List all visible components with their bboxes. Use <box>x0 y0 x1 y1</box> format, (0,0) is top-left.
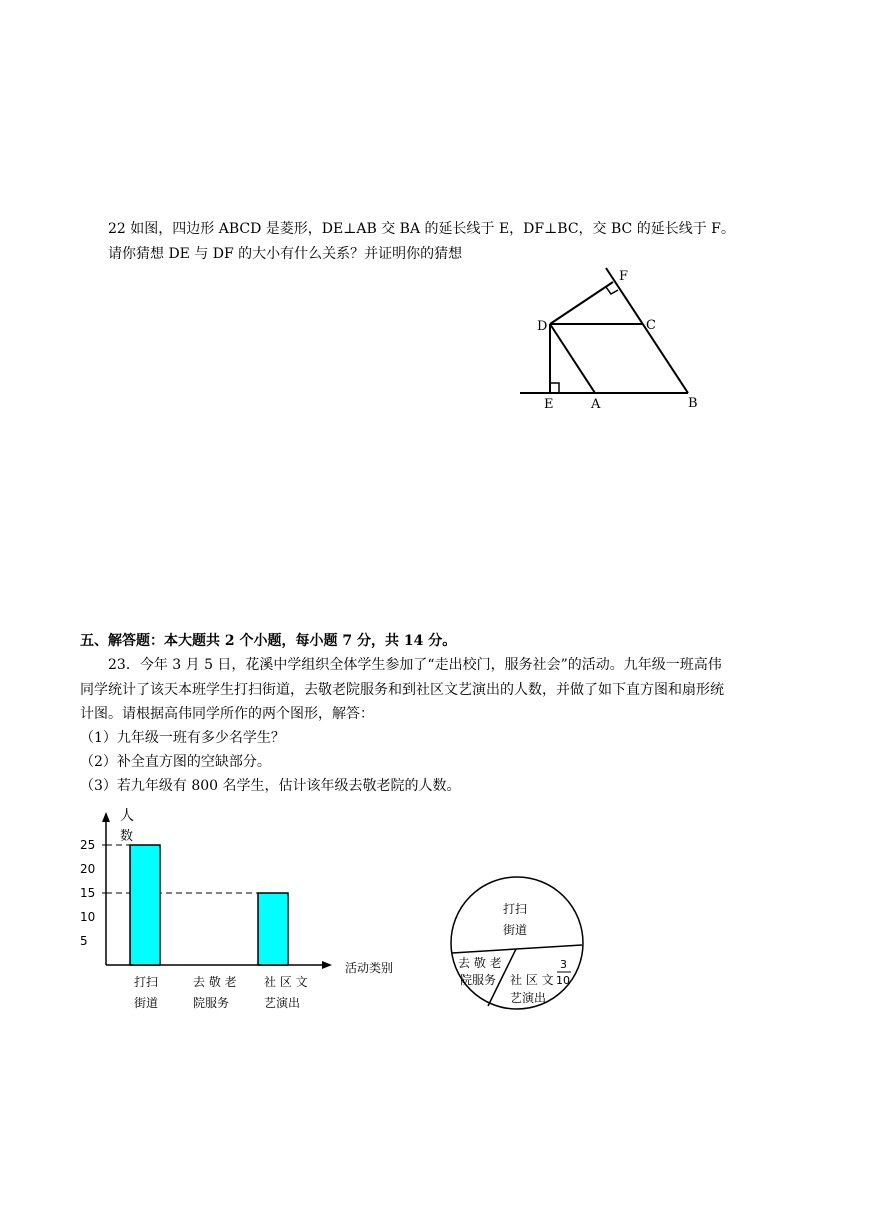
category-label: 打扫 <box>134 975 159 989</box>
q23-para2: 同学统计了该天本班学生打扫街道，去敬老院服务和到社区文艺演出的人数，并做了如下直方图和扇形统 <box>80 682 724 698</box>
category-label: 街道 <box>134 996 159 1010</box>
x-axis-arrow <box>322 961 332 969</box>
q23-sub1: （1）九年级一班有多少名学生？ <box>80 730 285 746</box>
pie-slice-2-label-2: 院服务 <box>460 973 497 987</box>
q22-line1: 22 如图，四边形 ABCD 是菱形，DE⊥AB 交 BA 的延长线于 E，DF⊥BC，交 BC 的延长线于 F。 <box>108 221 735 237</box>
pie-slice-1-label-2: 街道 <box>503 923 528 937</box>
category-label: 去 敬 老 <box>193 975 237 989</box>
q23-sub3: （3）若九年级有 800 名学生，估计该年级去敬老院的人数。 <box>80 778 461 794</box>
label-c: C <box>646 318 656 333</box>
y-tick-label: 25 <box>80 838 96 852</box>
section5-heading: 五、解答题：本大题共 2 个小题，每小题 7 分，共 14 分。 <box>80 633 457 649</box>
label-a: A <box>591 397 601 412</box>
q23-sub2: （2）补全直方图的空缺部分。 <box>80 754 271 770</box>
x-axis-label: 活动类别 <box>345 961 394 975</box>
bar-3 <box>258 893 288 965</box>
pie-fraction-denominator: 10 <box>556 974 570 987</box>
y-axis-label-1: 人 <box>120 808 134 824</box>
pie-slice-3-label-1: 社 区 文 <box>510 973 554 987</box>
histogram-chart <box>70 800 410 1020</box>
category-label: 院服务 <box>193 996 230 1010</box>
y-axis-label-2: 数 <box>120 829 134 844</box>
rhombus-figure <box>510 260 730 420</box>
label-b: B <box>688 396 698 411</box>
pie-fraction-numerator: 3 <box>560 958 567 971</box>
pie-slice-3-label-2: 艺演出 <box>510 991 547 1005</box>
label-d: D <box>537 319 548 334</box>
y-axis-arrow <box>102 812 110 822</box>
y-tick-label: 20 <box>80 862 96 876</box>
label-e: E <box>544 397 554 412</box>
pie-slice-1-label-1: 打扫 <box>503 902 528 916</box>
y-tick-label: 15 <box>80 886 96 900</box>
label-f: F <box>619 269 629 284</box>
y-tick-label: 10 <box>80 910 96 924</box>
y-tick-label: 5 <box>80 934 88 948</box>
pie-outline <box>451 877 583 1009</box>
pie-chart <box>440 860 600 1030</box>
category-label: 艺演出 <box>264 996 301 1010</box>
q23-para1: 23．今年 3 月 5 日，花溪中学组织全体学生参加了“走出校门，服务社会”的活动。九年级一班高伟 <box>108 657 722 673</box>
pie-slice-2-label-1: 去 敬 老 <box>458 956 502 970</box>
category-label: 社 区 文 <box>264 975 308 989</box>
q22-line2: 请你猜想 DE 与 DF 的大小有什么关系？并证明你的猜想 <box>108 246 463 262</box>
bar-1 <box>130 845 160 965</box>
q23-para3: 计图。请根据高伟同学所作的两个图形，解答： <box>80 706 374 722</box>
